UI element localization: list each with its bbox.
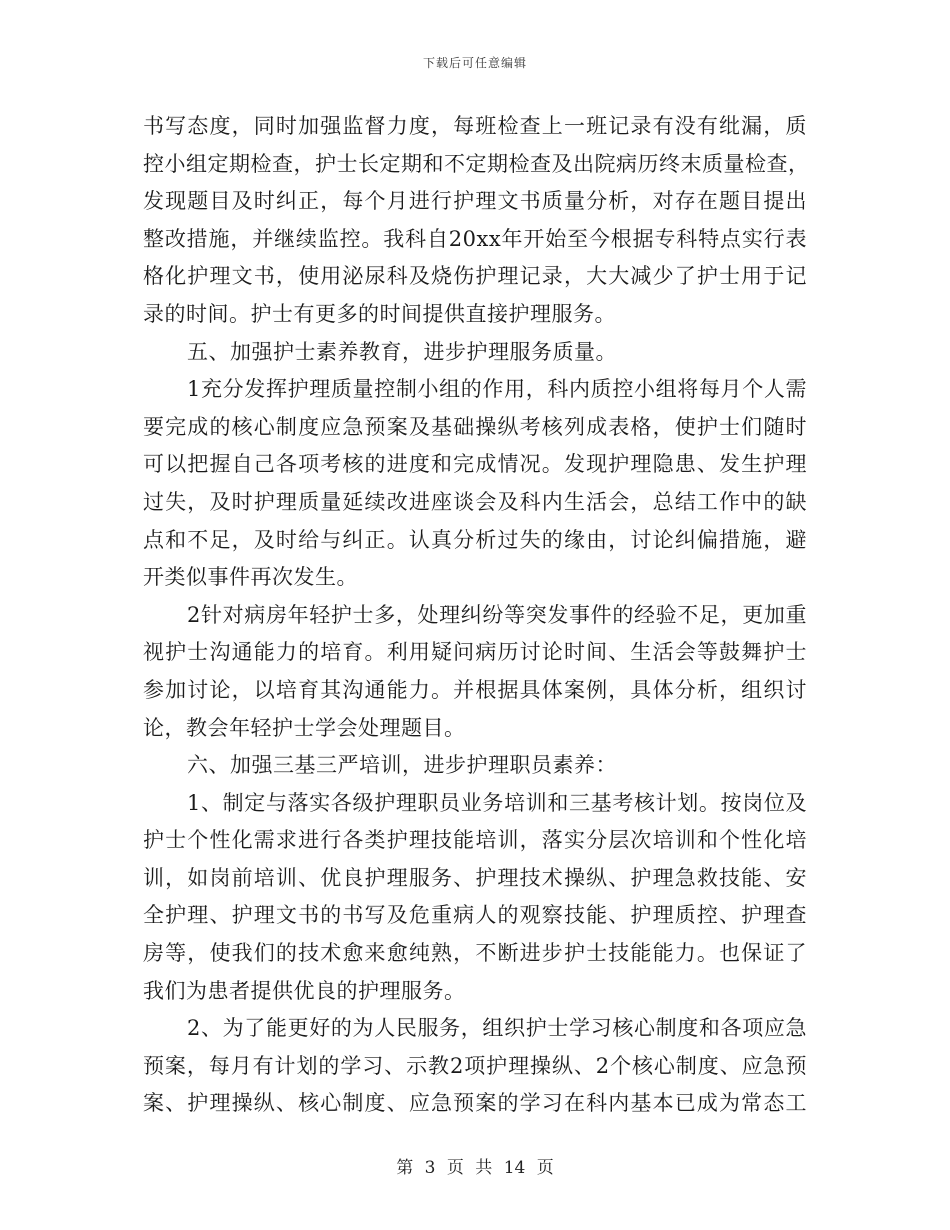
- page-footer-page-number: 第 3 页 共 14 页: [396, 1158, 554, 1178]
- text-line: 要完成的核心制度应急预案及基础操纵考核列成表格，使护士们随时: [143, 414, 807, 439]
- text-line: 书写态度，同时加强监督力度，每班检查上一班记录有没有纰漏，质: [143, 114, 807, 138]
- text-line: 2、为了能更好的为人民服务，组织护士学习核心制度和各项应急: [187, 1016, 807, 1041]
- text-line: 全护理、护理文书的书写及危重病人的观察技能、护理质控、护理查: [143, 903, 807, 928]
- text-line: 训，如岗前培训、优良护理服务、护理技术操纵、护理急救技能、安: [143, 865, 807, 890]
- text-line: 六、加强三基三严培训，进步护理职员素养：: [187, 753, 617, 778]
- page-header: 下载后可任意编辑: [422, 56, 527, 70]
- text-line: 控小组定期检查，护士长定期和不定期检查及出院病历终末质量检查，: [143, 151, 810, 176]
- text-line: 开类似事件再次发生。: [143, 565, 358, 590]
- text-line: 可以把握自己各项考核的进度和完成情况。发现护理隐患、发生护理: [143, 452, 807, 477]
- text-line: 我们为患者提供优良的护理服务。: [143, 978, 466, 1003]
- text-line: 1充分发挥护理质量控制小组的作用，科内质控小组将每月个人需: [187, 377, 807, 402]
- text-line: 发现题目及时纠正，每个月进行护理文书质量分析，对存在题目提出: [143, 189, 807, 214]
- text-line: 案、护理操纵、核心制度、应急预案的学习在科内基本已成为常态工: [143, 1091, 807, 1116]
- text-line: 整改措施，并继续监控。我科自20xx年开始至今根据专科特点实行表: [143, 226, 807, 251]
- text-line: 1、制定与落实各级护理职员业务培训和三基考核计划。按岗位及: [187, 790, 807, 815]
- text-line: 护士个性化需求进行各类护理技能培训，落实分层次培训和个性化培: [143, 828, 807, 853]
- text-line: 格化护理文书，使用泌尿科及烧伤护理记录，大大减少了护士用于记: [143, 264, 807, 289]
- text-line: 过失，及时护理质量延续改进座谈会及科内生活会，总结工作中的缺: [143, 489, 807, 514]
- text-line: 房等，使我们的技术愈来愈纯熟，不断进步护士技能能力。也保证了: [143, 941, 807, 966]
- text-line: 视护士沟通能力的培育。利用疑问病历讨论时间、生活会等鼓舞护士: [143, 640, 807, 665]
- text-line: 五、加强护士素养教育，进步护理服务质量。: [187, 339, 617, 364]
- text-line: 预案，每月有计划的学习、示教2项护理操纵、2个核心制度、应急预: [143, 1053, 807, 1078]
- text-line: 点和不足，及时给与纠正。认真分析过失的缘由，讨论纠偏措施，避: [143, 527, 807, 552]
- text-line: 录的时间。护士有更多的时间提供直接护理服务。: [143, 301, 616, 326]
- text-line: 论，教会年轻护士学会处理题目。: [143, 715, 466, 740]
- document-body: [143, 108, 810, 1123]
- text-line: 参加讨论，以培育其沟通能力。并根据具体案例，具体分析，组织讨: [143, 677, 807, 702]
- text-line: 2针对病房年轻护士多，处理纠纷等突发事件的经验不足，更加重: [187, 602, 807, 627]
